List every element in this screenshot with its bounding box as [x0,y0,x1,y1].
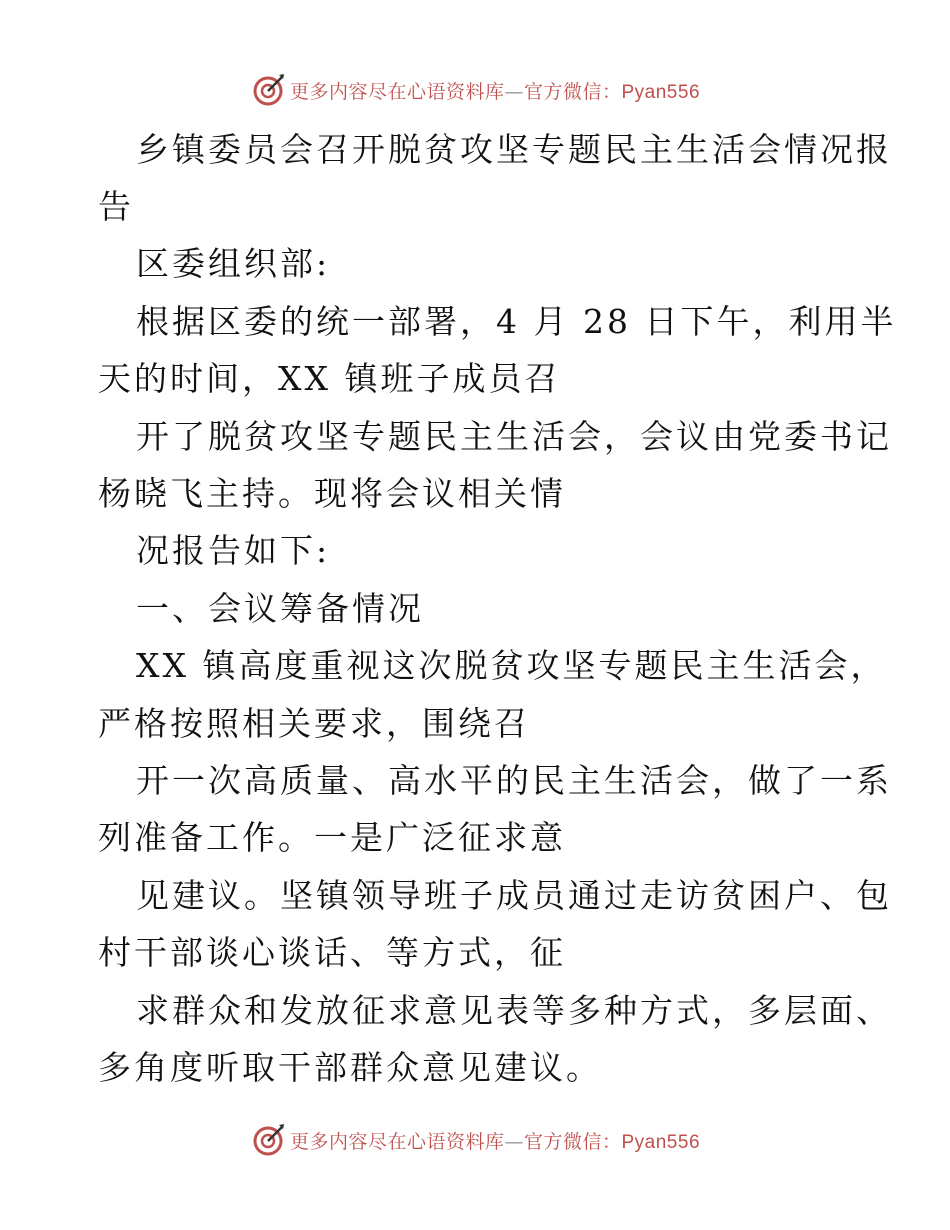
banner-main-text: 更多内容尽在心语资料库 [289,1130,505,1153]
doc-title-cont: 告 [98,187,134,226]
doc-line: 多角度听取干部群众意见建议。 [98,1048,602,1087]
header-watermark [0,70,950,110]
doc-line: 村干部谈心谈话、等方式，征 [98,933,566,972]
logo-icon [250,1122,286,1158]
banner-label: 官方微信： [523,80,622,103]
doc-recipient: 区委组织部: [136,244,331,283]
banner-dash: — [504,80,524,103]
banner-dash: — [504,1130,524,1153]
doc-line: 求群众和发放征求意见表等多种方式，多层面、 [136,991,892,1030]
doc-line: 开了脱贫攻坚专题民主生活会，会议由党委书记 [136,417,892,456]
doc-line: 严格按照相关要求，围绕召 [98,704,530,743]
banner-label: 官方微信： [523,1130,622,1153]
logo-icon [250,72,286,108]
doc-line: 根据区委的统一部署，4 月 28 日下午，利用半 [136,302,897,341]
doc-line: 开一次高质量、高水平的民主生活会，做了一系 [136,761,892,800]
doc-title: 乡镇委员会召开脱贫攻坚专题民主生活会情况报 [136,130,892,169]
doc-line: 列准备工作。一是广泛征求意 [98,818,566,857]
banner-wechat-id: Pyan556 [621,81,701,103]
doc-line: 杨晓飞主持。现将会议相关情 [98,474,566,513]
doc-section-heading: 一、会议筹备情况 [136,589,424,628]
doc-line: 见建议。坚镇领导班子成员通过走访贫困户、包 [136,876,892,915]
footer-watermark [0,1120,950,1160]
doc-line: XX 镇高度重视这次脱贫攻坚专题民主生活会， [136,646,887,685]
banner-wechat-id: Pyan556 [621,1131,701,1153]
banner-main-text: 更多内容尽在心语资料库 [289,80,505,103]
doc-line: 况报告如下: [136,531,331,570]
doc-line: 天的时间，XX 镇班子成员召 [98,359,561,398]
